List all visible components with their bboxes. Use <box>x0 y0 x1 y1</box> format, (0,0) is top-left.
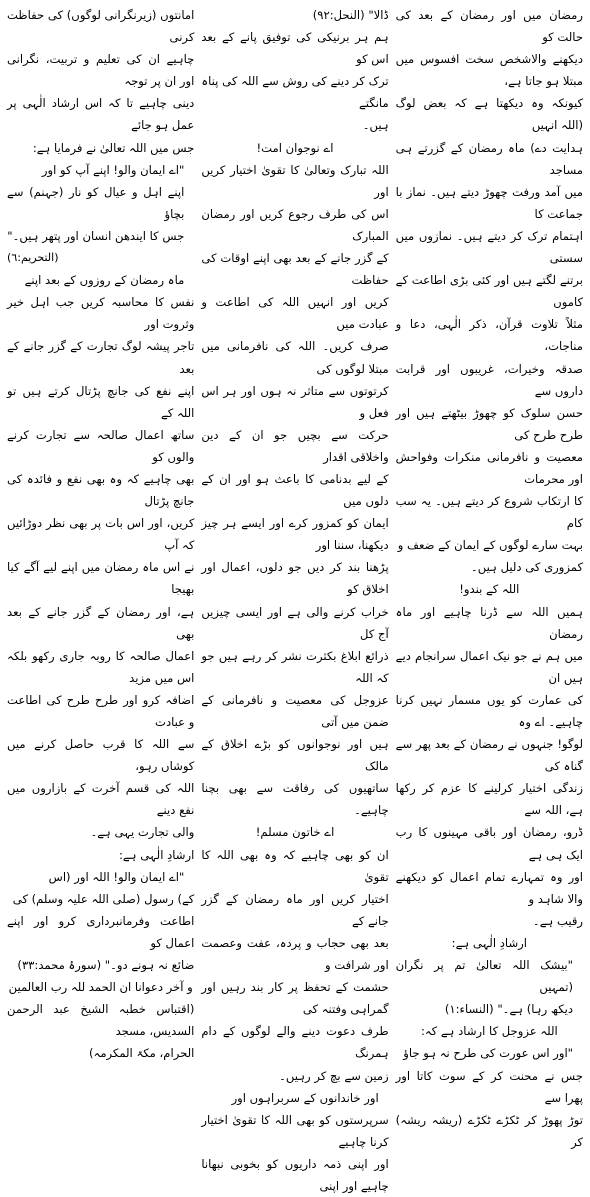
line: تاجر پیشہ لوگ تجارت کے گزر جانے کے بعد <box>7 339 195 376</box>
line: اپنے نفع کی جانچ پڑتال کرتے ہیں تو اللہ کے <box>7 383 195 420</box>
section-heading: اللہ عزوجل کا ارشاد ہے کہ: <box>420 1024 558 1039</box>
line: جس میں اللہ تعالیٰ نے فرمایا ہے: <box>32 140 195 155</box>
line: بھی چاہیے کہ وہ بھی نفع و فائدہ کی جانچ پڑتال <box>7 471 195 509</box>
line: اختیار کریں اور ماہ رمضان کے گزر جانے کے <box>201 891 389 928</box>
line: ایمان کو کمزور کرے اور ایسے ہر چیز دیکھنا، سننا اور <box>201 516 389 553</box>
line: میں ہم نے جو نیک اعمال سرانجام دیے ہیں ان <box>395 648 583 685</box>
quote-line: جس کا ایندھن انسان اور پتھر ہیں۔" <box>7 228 185 243</box>
section-heading: ارشادِ الٰہی ہے: <box>119 847 195 862</box>
line: اس کی طرف رجوع کریں اور رمضان المبارک <box>201 206 389 243</box>
line: دیکھنے والاشخص سخت افسوس میں مبتلا ہو جاتا ہے، <box>395 52 583 89</box>
line: کرتوتوں سے متاثر نہ ہوں اور ہر اس فعل و <box>201 383 389 420</box>
line: چاہیے ان کی تعلیم و تربیت، نگرانی اور ان پر توجہ <box>7 52 195 89</box>
line: حسن سلوک کو چھوڑ بیٹھتے ہیں اور طرح طرح کی <box>395 405 583 442</box>
line: سے اللہ کا قرب حاصل کرنے میں کوشاں رہو، <box>7 737 195 774</box>
text-column-middle <box>198 4 391 1193</box>
line: اعمال صالحہ کا روبہ جاری رکھو بلکہ اس میں مزید <box>7 648 195 685</box>
line: ترک کر دینے کی روش سے اللہ کی پناہ مانگتے <box>201 74 389 111</box>
line: لوگو! جنہوں نے رمضان کے بعد پھر سے گناہ کی <box>395 737 583 774</box>
line: والی تجارت یہی ہے۔ <box>90 825 195 840</box>
line: ساتھیوں کی رفاقت سے بھی بچنا چاہیے۔ <box>201 781 389 818</box>
line: جس نے محنت کر کے سوت کاتا اور پھرا سے <box>395 1068 583 1105</box>
quote-line: "اور اس عورت کی طرح نہ ہو جاؤ <box>403 1046 573 1061</box>
line: کے لیے بدنامی کا باعث ہو اور ان کے دلوں میں <box>201 471 389 509</box>
line: زمین سے بچ کر رہیں۔ <box>279 1068 389 1083</box>
line: حشمت کے تحفظ پر کار بند رہیں اور گمراہی وفتنہ کی <box>201 980 389 1017</box>
line: ذرائع ابلاغ بکثرت نشر کر رہے ہیں جو کہ اللہ <box>201 648 389 685</box>
section-heading: اللہ کے بندو! <box>459 582 520 597</box>
line: اور اپنی ذمہ داریوں کو بخوبی نبھانا چاہیے اور اپنی <box>201 1156 389 1193</box>
line: کریں، اور اس بات پر بھی نظر دوڑائیں کہ آپ <box>7 516 195 553</box>
line: اللہ تبارک وتعالیٰ کا تقویٰ اختیار کریں اور <box>201 162 389 199</box>
line: بعد بھی حجاب و پردہ، عفت وعصمت اور شرافت و <box>201 935 389 973</box>
source-citation: الحرام، مکۃ المکرمہ) <box>89 1046 195 1061</box>
line: اہتمام ترک کر دیتے ہیں۔ نمازوں میں سستی <box>395 228 583 266</box>
line: معصیت و نافرمانی منکرات وفواحش اور محرمات <box>395 449 583 486</box>
line: پڑھنا بند کر دیں جو دلوں، اعمال اور اخلاق کو <box>201 560 389 597</box>
line: ہیں۔ <box>362 118 389 133</box>
line: اللہ کی قسم آخرت کے بازاروں میں نفع دینے <box>7 781 195 818</box>
quote-line: اپنے اہل و عیال کو نار (جہنم) سے بچاؤ <box>7 184 185 221</box>
line: ماہ رمضان کے روزوں کے بعد اپنے <box>24 273 185 288</box>
line: بہت سارے لوگوں کے ایمان کے ضعف و <box>397 538 583 553</box>
line: ڈالا" (النحل:٩٢) <box>312 8 389 22</box>
section-heading: اے خاتون مسلم! <box>255 825 335 840</box>
section-heading: اے نوجوان امت! <box>256 140 334 155</box>
line: ساتھ اعمال صالحہ سے تجارت کرنے والوں کو <box>7 427 195 464</box>
line: ان کو بھی چاہیے کہ وہ بھی اللہ کا تقویٰ <box>201 847 389 884</box>
line: سرپرستوں کو بھی اللہ کا تقویٰ اختیار کرنا چاہیے <box>201 1112 389 1149</box>
section-heading: ارشادِ الٰہی ہے: <box>451 935 527 950</box>
quote-line: کے) رسول (صلی اللہ علیہ وسلم) کی <box>12 891 195 906</box>
line: ہدایت دے) ماہ رمضان کے گزرتے ہی مساجد <box>395 140 583 177</box>
verse-reference: (التحریم:٦) <box>7 251 59 265</box>
source-citation: (اقتباس خطبہ الشیخ عبد الرحمن السدیس، مسجد <box>7 1002 195 1039</box>
line: امانتوں (زیرنگرانی لوگوں) کی حفاظت کرنی <box>7 8 195 45</box>
quote-line: "اے ایمان والو! اپنے آپ کو اور <box>41 162 185 177</box>
text-column-left <box>4 4 197 1061</box>
closing-line: و آخر دعوانا ان الحمد للہ رب العالمین <box>8 980 193 995</box>
line: نے اس ماہ رمضان میں اپنے لیے آگے کیا بھیجا <box>7 560 195 597</box>
line: اور وہ تمہارے تمام اعمال کو دیکھنے والا شاہد و <box>395 869 583 906</box>
line: صدقہ وخیرات، غریبوں اور قرابت داروں سے <box>395 361 583 398</box>
quote-line: دیکھ رہا) ہے۔" (النساء:١) <box>444 1002 573 1017</box>
quote-line: "بیشک اللہ تعالیٰ تم پر نگران (تمہیں <box>395 958 573 995</box>
line: ہے، اور رمضان کے گزر جانے کے بعد بھی <box>7 604 195 641</box>
line: دینی چاہیے تا کہ اس ارشاد الٰہی پر عمل ہو جائے <box>7 96 195 133</box>
line: کی عمارت کو یوں مسمار نہیں کرنا چاہیے۔ اے وہ <box>395 692 583 729</box>
quote-line: "اے ایمان والو! اللہ اور (اس <box>48 869 185 884</box>
line: عزوجل کی معصیت و نافرمانی کے ضمن میں آتی <box>201 692 389 729</box>
line: زندگی اختیار کرلینے کا عزم کر رکھا ہے، اللہ سے <box>395 781 583 818</box>
line: صرف کریں۔ اللہ کی نافرمانی میں مبتلا لوگوں کی <box>201 339 389 376</box>
line: طرف دعوت دینے والے لوگوں کے دام ہمرنگ <box>201 1024 389 1061</box>
line: نفس کا محاسبہ کریں جب اہل خیر وثروت اور <box>7 295 195 332</box>
line: کے گزر جانے کے بعد بھی اپنے اوقات کی حفاظت <box>201 251 389 288</box>
line: کریں اور انہیں اللہ کی اطاعت و عبادت میں <box>201 295 389 332</box>
line: رقیب ہے۔ <box>532 913 583 928</box>
text-column-right <box>393 4 586 1149</box>
line: ہم ہر برنیکی کی توفیق پانے کے بعد اس کو <box>201 30 389 67</box>
line: میں آمد ورفت چھوڑ دیتے ہیں۔ نماز با جماعت کا <box>395 184 583 221</box>
line: ہمیں اللہ سے ڈرنا چاہیے اور ماہ رمضان <box>395 604 583 641</box>
line: مثلاً تلاوت قرآن، ذکر الٰہی، دعا و مناجات، <box>395 317 583 354</box>
line: برتنے لگتے ہیں اور کئی بڑی اطاعت کے کاموں <box>395 273 583 310</box>
line: کیونکہ وہ دیکھتا ہے کہ بعض لوگ (اللہ انہیں <box>395 96 583 133</box>
line: ہیں اور نوجوانوں کو بڑے اخلاق کے مالک <box>201 737 389 774</box>
line: توڑ پھوڑ کر ٹکڑے ٹکڑے (ریشہ ریشہ) کر <box>395 1112 583 1149</box>
quote-line: اطاعت وفرمانبرداری کرو اور اپنے اعمال کو <box>7 913 195 950</box>
line: ڈرو، رمضان اور باقی مہینوں کا رب ایک ہی ہے <box>395 825 583 862</box>
line: خراب کرنے والی ہے اور ایسی چیزیں آج کل <box>201 604 389 641</box>
line: رمضان میں اور رمضان کے بعد کی حالت کو <box>395 8 583 45</box>
line: کا ارتکاب شروع کر دیتے ہیں۔ یہ سب کام <box>395 494 583 531</box>
line: اور خاندانوں کے سربراہوں اور <box>231 1090 379 1105</box>
line: حرکت سے بچیں جو ان کے دین واخلاقی اقدار <box>201 427 389 464</box>
line: اضافہ کرو اور طرح طرح کی اطاعت و عبادت <box>7 692 195 729</box>
line: کمزوری کی دلیل ہیں۔ <box>470 560 583 575</box>
quote-line: ضائع نہ ہونے دو۔" (سورۂ محمد:٣٣) <box>17 958 195 973</box>
